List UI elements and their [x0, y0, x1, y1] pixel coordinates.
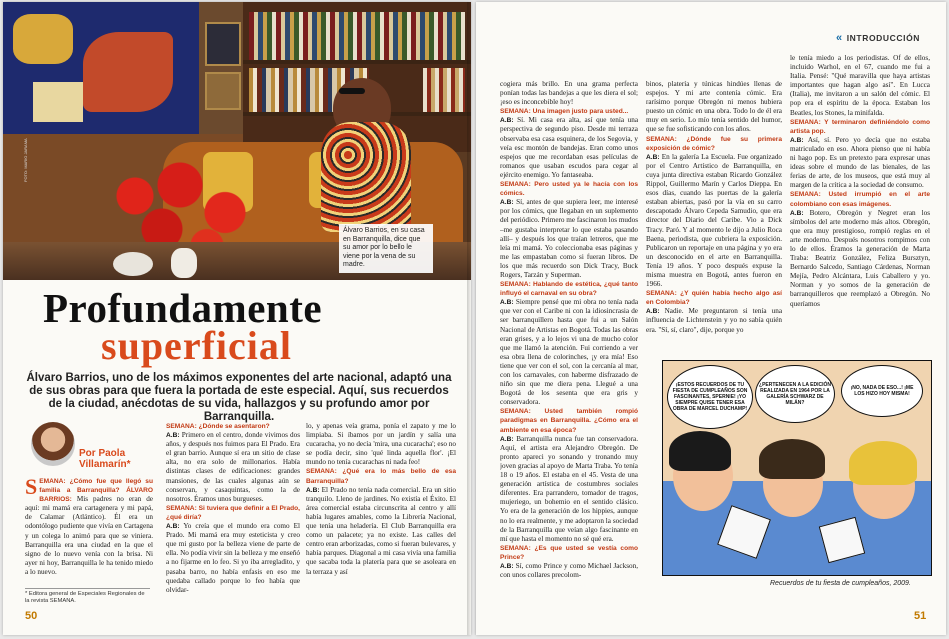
page-number-left: 50 — [25, 610, 38, 622]
answer-text: Mis padres no eran de aquí: mi mamá era cartagenera y mi papá, de Calamar (Atlántico). Él era un odontólogo pudiente que vivía en Cartagena y un colega lo animó para que se viniera. Barranquilla era una ciudad en la que el signo de lo nuevo venía con la brisa. Ni ayer ni hoy, Barranquilla le ha tenido miedo a lo nuevo. — [25, 495, 153, 576]
title-line-1: Profundamente — [43, 285, 323, 331]
hero-photo — [3, 2, 471, 280]
photo-caption: Álvaro Barrios, en su casa en Barranquilla, dice que su amor por lo bello le viene por la vena de su madre. — [339, 224, 433, 273]
answer-text: binos, platería y túnicas hindúes llenas de espejos. Y mi arte contenía cómic. Era rarísimo porque Obregón ni menos hubiera puesto un cómic en una obra. Todo lo de él era muy en serio. Lo mío tenía sentido del humor, que se fue sofisticando con los años. — [646, 80, 782, 134]
section-header — [836, 32, 920, 44]
answer-text: Sí, como Prince y como Michael Jackson, con unos collares precolom- — [500, 561, 638, 580]
question: SEMANA: Si tuviera que definir a El Prado, ¿qué diría? — [166, 504, 300, 521]
left-column-1 — [25, 477, 153, 585]
comic-caption: Recuerdos de tu fiesta de cumpleaños, 2009. — [770, 580, 911, 587]
answer-text: Botero, Obregón y Negret eran los símbolos del arte moderno más altos. Obregón, que era muy prestigioso, rompió reglas en el arte moderno. Después nosotros rompimos con lo de ellos. Éramos la generación de Marta Traba: Beatriz González, Feliza Bursztyn, Bernardo Salcedo, Santiago Cárdenas, Norman Mejía, Pedro Alcántara, Luis Caballero y yo. Norman y yo somos de la generación de barranquilleros que reemplazó a Obregón. No queríamos — [790, 208, 930, 308]
lead-paragraph: Álvaro Barrios, uno de los máximos exponentes del arte nacional, adaptó una de sus obras para que fuera la portada de este especial. Aquí, sus recuerdos de la ciudad, anécdotas de su vida, hallazgos y su profundo amor por Barranquilla. — [26, 372, 452, 423]
answer-label: A.B: — [166, 432, 180, 440]
answer-label: A.B: — [500, 117, 514, 125]
left-column-2 — [166, 422, 300, 614]
question: SEMANA: Usted irrumpió en el arte colombiano con esas imágenes. — [790, 191, 930, 208]
answer-label: A.B: — [790, 209, 804, 217]
left-page — [3, 2, 471, 635]
answer-text: Sí, antes de que supiera leer, me interesé por los cómics, que llegaban en un suplemento del periódico. Primero me fascinaron los mudos –me gustaba interpretar lo que estaba pasando allí– y después los que traían letreros, que me leía mi mamá. Yo coleccionaba esas páginas y me las empastaban como si fueran libros. De los que más recuerdo son Dick Tracy, Buck Rogers, Tarzán y Superman. — [500, 198, 638, 279]
question: SEMANA: Una imagen justo para usted... — [500, 108, 629, 116]
answer-label: A.B: — [500, 199, 514, 207]
question: SEMANA: Pero usted ya le hacía con los cómics. — [500, 181, 638, 198]
answer-label: A.B: — [646, 153, 660, 161]
photo-credit: FOTO: MARIO JARAMA — [23, 138, 28, 182]
answer-text: El Prado no tenía nada comercial. Era un sitio tranquilo. Lleno de jardines. No existía el Éxito. El área comercial estaba circunscrita al centro y allí había lugares amables, como la Librería Nacional, que tenía una heladería. El Club Barranquilla era como un palacete; ya no existe. Las calles del centro eran arborizadas, como si fueran bulevares, y había parques. Diagonal a mi casa vivía una familia que sacaba toda la platería para que se asoleara en la terraza y así — [306, 485, 456, 576]
answer-label: A.B: — [790, 136, 804, 144]
author-avatar — [31, 422, 75, 466]
right-page — [476, 2, 946, 635]
question: SEMANA: ¿Qué era lo más bello de esa Barranquilla? — [306, 468, 456, 485]
answer-text: Primero en el centro, donde vivimos dos años, y después nos fuimos para El Prado. Era el gran barrio. Aunque sí era un sitio de clase alta, no era solo de millonarios. Había distintas clases de edificaciones: grandes mansiones, de las cuales algunas aún se conservan, y casaquintas, como la de nosotros. Éramos unos burgueses. — [166, 431, 300, 503]
answer-text: Sí. Mi casa era alta, así que tenía una perspectiva de segundo piso. Desde mi terraza observaba esa casa esquinera, de los Segovia, y veía esc montón de bandejas. Eran como unos espejos que me recordaban esas películas de romanos que usaban escudos para cegar al ejército enemigo. Yo fantaseaba. — [500, 116, 638, 179]
answer-text: Barranquilla nunca fue tan conservadora. Aquí, el artista era Alejandro Obregón. De pronto apareci yo sonando y tronando muy joven gracias al apoyo de Marta Traba. Yo tenía 18 o 19 años. El estaba en el 45. Vesta de una generación artística de costumbres sociales diferentes. Era parrandero, tomador de tragos, mujeriego, un bohemio en el sentido clásico. Yo era de la generación de los hippies, aunque no lo era realmente, y me adoptaron la sociedad de la Barranquilla que veían algo fascinante en mí que hasta el momento no sé qué era. — [500, 434, 638, 543]
question: EMANA: ¿Cómo fue que llegó su familia a Barranquilla? — [39, 478, 153, 495]
dropcap: S — [25, 477, 38, 499]
footnote: * Editora general de Especiales Regionales de la revista SEMANA. — [25, 588, 150, 605]
question: SEMANA: ¿Y quién había hecho algo así en Colombia? — [646, 290, 782, 307]
speech-bubble-3: ¡NO, NADA DE ESO...! ¡ME LOS HIZO HOY MISMA! — [841, 365, 923, 417]
answer-text: le tenía miedo a los periodistas. Of de ellos, incluido Warhol, en el 67, cuando me fui a Italia. Pensé: "Qué maravilla que haya artistas importantes que hagan algo así". En Lucca (Italia), me invitaron a un salón del cómic. El pop era el espíritu de la época. Estaban los Beatles, los Stones, la minifalda. — [790, 54, 930, 117]
answer-label: ÁLVARO BARRIOS: — [39, 487, 153, 504]
question: SEMANA: Hablando de estética, ¿qué tanto influyó el carnaval en su obra? — [500, 281, 638, 298]
question: SEMANA: ¿Dónde se asentaron? — [166, 423, 270, 430]
answer-text: Siempre pensé que mi obra no tenía nada que ver con el Caribe ni con la idiosincrasia de ser barranquillero hasta que fui a un Salón Nacional de Artistas en Bogotá. Todas las obras eran grises, y a lo lejos vi una de mucho color que me llamó la atención. Fui corriendo a ver esa obra llena de colorinches, ¡y era mía! Eso tiene que ver con el sol, con la cercanía al mar, con los carnavales, con haberme disfrazado de niño sin que me diera pena. Llegué a una Bogotá de los sesenta que era gris y conservadora. — [500, 298, 638, 407]
answer-text: Nadie. Me preguntaron si tenía una influencia de Lichtenstein y yo no sabía quién era. "Sí, sí, claro", dije, porque yo — [646, 307, 782, 334]
answer-text: Así, sí. Pero yo decía que no estaba matriculado en eso. Ahora pienso que ni había ni hago pop. Es un pretexto para expresar unas ideas sobre el mundo de las bienales, de las ferias de arte, de los museos, que está muy al margen de la crítica a la sociedad de consumo. — [790, 135, 930, 190]
answer-label: A.B: — [500, 435, 514, 443]
title-line-2: superficial — [101, 323, 292, 368]
answer-text: Yo creía que el mundo era como El Prado. Mi mamá era muy esteticista y creo que mi gusto por la belleza viene de parte de ella. No podía vivir sin la belleza y me enseñó a no fijarme en lo feo. Si yo iba arregladito, y pasaba barro, no había enfasis en eso me quedaba callado porque lo feo había que olvidar- — [166, 522, 300, 594]
question: SEMANA: Y terminaron definiéndolo como artista pop. — [790, 118, 930, 135]
speech-bubble-1: ¡ESTOS RECUERDOS DE TU FIESTA DE CUMPLEAÑOS SON FASCINANTES, SPERNIE! ¡YO SIEMPRE QUISE TENER ESA OBRA DE MARCEL DUCHAMP! — [667, 365, 753, 429]
answer-label: A.B: — [500, 299, 514, 307]
comic-artwork — [662, 360, 932, 576]
question: SEMANA: Usted también rompió paradigmas en Barranquilla. ¿Cómo era el ambiente en esa época? — [500, 408, 638, 434]
section-label: INTRODUCCIÓN — [846, 33, 921, 43]
speech-bubble-2: ¿PERTENECEN A LA EDICIÓN REALIZADA EN 1964 POR LA GALERÍA SCHWARZ DE MILÁN? — [755, 365, 835, 423]
right-column-1 — [500, 80, 638, 622]
answer-label: A.B: — [500, 562, 514, 570]
author-by: Por Paola — [79, 448, 126, 459]
wall-painting — [3, 2, 199, 134]
question: SEMANA: ¿Es que usted se vestía como Prince? — [500, 544, 638, 561]
chevron-left-icon: « — [836, 32, 843, 44]
answer-label: A.B: — [166, 523, 180, 531]
answer-text: cogiera más brillo. En una grama perfecta ponían todas las bandejas a que les diera el sol; ¡eso es inconcebible hoy! — [500, 80, 638, 107]
page-number-right: 51 — [914, 610, 927, 622]
right-column-3 — [790, 54, 930, 350]
question: SEMANA: ¿Dónde fue su primera exposición de cómic? — [646, 135, 782, 152]
answer-text: lo, y apenas veía grama, ponía el zapato y me lo limpiaba. Si íbamos por un jardín y salía una cucaracha, yo no decía 'mira, una cucaracha'; eso no se podía decir, sino 'qué linda aquella flor'. ¡El mundo no tenía cucarachas ni nada feo! — [306, 422, 456, 467]
author-byline — [79, 448, 131, 470]
answer-text: En la galería La Escuela. Fue organizado por el Centro Artístico de Barranquilla, en cuya junta directiva estaban Ricardo González Rippol, Guillermo Marín y Carlos Dieppa. En esos días, cuando las puertas de la galería estaban abiertas, pasó por la vía en su carro descapotado Álvaro Cepeda Samudio, que era director del Diario del Caribe. Vio a Dick Tracy. Paró. Y al momento le dijo a Julio Roca Baena, periodista, que cubriera la exposición. Publicaron un reportaje en una página y yo era un desconocido en el arte en Barranquilla. Tenía 19 años. Y poco después expuse la misma muestra en Bogotá, antes fueron en 1966. — [646, 152, 782, 289]
answer-label: A.B: — [646, 308, 660, 316]
left-column-3 — [306, 422, 456, 614]
answer-label: A.B: — [306, 486, 320, 494]
author-name: Villamarín* — [79, 459, 131, 470]
